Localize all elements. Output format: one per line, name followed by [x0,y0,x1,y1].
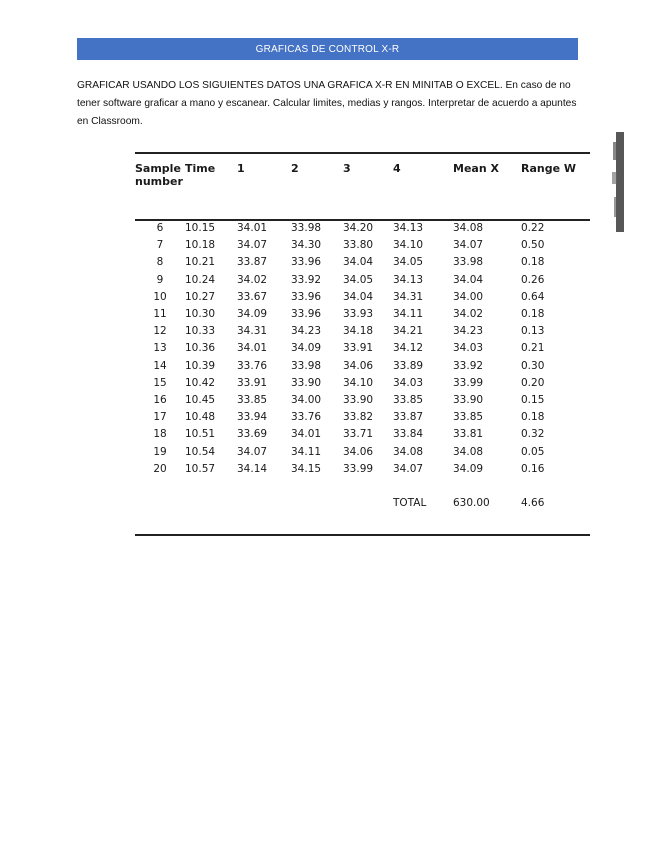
mean-cell: 33.90 [453,394,484,407]
obs-3-cell: 33.90 [343,394,374,407]
time-cell: 10.30 [185,308,216,321]
mean-cell: 34.03 [453,342,484,355]
table-row [135,444,581,461]
range-cell: 0.15 [521,394,545,407]
obs-1-cell: 34.14 [237,462,268,475]
sample-number-cell: 18 [153,428,167,441]
mean-cell: 33.85 [453,411,484,424]
sample-number-cell: 17 [153,411,167,424]
time-cell: 10.15 [185,222,216,234]
range-cell: 0.05 [521,445,545,458]
obs-1-cell: 34.02 [237,273,268,286]
obs-2-cell: 34.11 [291,445,322,458]
header-obs-4: 4 [393,162,401,175]
time-cell: 10.18 [185,239,216,252]
time-cell: 10.51 [185,428,216,441]
time-cell: 10.33 [185,325,216,338]
document-title-banner [77,38,578,60]
obs-4-cell: 34.08 [393,445,424,458]
obs-4-cell: 34.03 [393,376,424,389]
total-mean: 630.00 [453,497,490,510]
sample-number-cell: 6 [156,222,164,234]
sample-number-cell: 15 [153,376,167,389]
mean-cell: 34.02 [453,308,484,321]
time-cell: 10.45 [185,394,216,407]
sample-number-cell: 19 [153,445,167,458]
range-cell: 0.18 [521,256,545,269]
table-row [135,340,581,357]
mean-cell: 34.09 [453,462,484,475]
document-title: GRAFICAS DE CONTROL X-R [255,43,400,55]
range-cell: 0.13 [521,325,545,338]
range-cell: 0.21 [521,342,545,355]
mean-cell: 33.98 [453,256,484,269]
mean-cell: 34.00 [453,290,484,303]
obs-1-cell: 33.94 [237,411,268,424]
obs-3-cell: 34.06 [343,359,374,372]
header-obs-2: 2 [291,162,299,175]
obs-3-cell: 33.80 [343,239,374,252]
obs-1-cell: 33.69 [237,428,268,441]
range-cell: 0.30 [521,359,545,372]
time-cell: 10.48 [185,411,216,424]
range-cell: 0.50 [521,239,545,252]
obs-3-cell: 34.18 [343,325,374,338]
obs-2-cell: 33.96 [291,308,322,321]
table-header-row [135,162,581,220]
mean-cell: 34.04 [453,273,484,286]
range-cell: 0.22 [521,222,545,234]
obs-2-cell: 33.90 [291,376,322,389]
obs-3-cell: 34.20 [343,222,374,234]
table-row [135,220,581,237]
obs-4-cell: 33.89 [393,359,424,372]
obs-1-cell: 33.87 [237,256,268,269]
obs-1-cell: 34.09 [237,308,268,321]
obs-4-cell: 34.12 [393,342,424,355]
obs-2-cell: 34.01 [291,428,322,441]
table-row [135,358,581,375]
obs-3-cell: 34.04 [343,290,374,303]
obs-1-cell: 33.85 [237,394,268,407]
table-row [135,409,581,426]
obs-3-cell: 33.99 [343,462,374,475]
obs-4-cell: 34.13 [393,222,424,234]
sample-number-cell: 9 [156,273,164,286]
obs-2-cell: 33.96 [291,290,322,303]
obs-2-cell: 34.23 [291,325,322,338]
time-cell: 10.42 [185,376,216,389]
time-cell: 10.36 [185,342,216,355]
header-range: Range W [521,162,577,175]
obs-4-cell: 33.85 [393,394,424,407]
obs-3-cell: 34.06 [343,445,374,458]
range-cell: 0.20 [521,376,545,389]
obs-4-cell: 34.21 [393,325,424,338]
obs-4-cell: 34.13 [393,273,424,286]
range-cell: 0.16 [521,462,545,475]
obs-4-cell: 34.05 [393,256,424,269]
sample-number-cell: 10 [153,290,167,303]
obs-2-cell: 34.09 [291,342,322,355]
obs-3-cell: 33.91 [343,342,374,355]
table-top-rule [135,152,590,154]
obs-1-cell: 33.67 [237,290,268,303]
time-cell: 10.27 [185,290,216,303]
obs-4-cell: 33.84 [393,428,424,441]
mean-cell: 34.23 [453,325,484,338]
time-cell: 10.21 [185,256,216,269]
table-row [135,306,581,323]
obs-2-cell: 34.30 [291,239,322,252]
table-row [135,375,581,392]
total-range: 4.66 [521,497,545,510]
obs-2-cell: 33.98 [291,359,322,372]
time-cell: 10.24 [185,273,216,286]
table-row [135,289,581,306]
obs-3-cell: 33.82 [343,411,374,424]
time-cell: 10.39 [185,359,216,372]
obs-2-cell: 34.15 [291,462,322,475]
table-row [135,254,581,271]
obs-1-cell: 34.01 [237,342,268,355]
obs-1-cell: 34.01 [237,222,268,234]
obs-2-cell: 33.96 [291,256,322,269]
sample-number-cell: 8 [156,256,164,269]
table-total-row [135,495,581,512]
obs-4-cell: 34.07 [393,462,424,475]
mean-cell: 33.99 [453,376,484,389]
total-label: TOTAL [393,497,427,510]
range-cell: 0.32 [521,428,545,441]
obs-3-cell: 33.93 [343,308,374,321]
range-cell: 0.18 [521,308,545,321]
sample-number-cell: 20 [153,462,167,475]
mean-cell: 34.08 [453,222,484,234]
range-cell: 0.64 [521,290,545,303]
obs-3-cell: 34.05 [343,273,374,286]
mean-cell: 34.08 [453,445,484,458]
range-cell: 0.26 [521,273,545,286]
table-bottom-rule [135,534,590,536]
table-row [135,237,581,254]
obs-2-cell: 33.92 [291,273,322,286]
mean-cell: 34.07 [453,239,484,252]
table-row [135,272,581,289]
mean-cell: 33.92 [453,359,484,372]
scanned-data-table [125,148,585,540]
obs-2-cell: 33.76 [291,411,322,424]
obs-2-cell: 33.98 [291,222,322,234]
mean-cell: 33.81 [453,428,484,441]
instructions-paragraph: GRAFICAR USANDO LOS SIGUIENTES DATOS UNA GRAFICA X-R EN MINITAB O EXCEL. En caso de no tener software graficar a mano y escanear. Calcular limites, medias y rangos. Interpretar de acuerdo a apuntes en Classroom. [77,80,577,127]
obs-2-cell: 34.00 [291,394,322,407]
table-row [135,461,581,478]
sample-number-cell: 16 [153,394,167,407]
obs-1-cell: 33.91 [237,376,268,389]
sample-number-cell: 13 [153,342,167,355]
sample-number-cell: 12 [153,325,167,338]
table-row [135,392,581,409]
obs-3-cell: 34.10 [343,376,374,389]
obs-1-cell: 34.07 [237,445,268,458]
obs-3-cell: 33.71 [343,428,374,441]
obs-1-cell: 34.31 [237,325,268,338]
obs-4-cell: 33.87 [393,411,424,424]
header-obs-1: 1 [237,162,245,175]
obs-1-cell: 33.76 [237,359,268,372]
sample-number-cell: 11 [153,308,167,321]
time-cell: 10.54 [185,445,216,458]
time-cell: 10.57 [185,462,216,475]
measurement-table [135,162,581,512]
header-time: Time [185,162,216,175]
obs-4-cell: 34.11 [393,308,424,321]
scan-edge-artifact [610,132,626,232]
sample-number-cell: 14 [153,359,167,372]
obs-4-cell: 34.31 [393,290,424,303]
obs-1-cell: 34.07 [237,239,268,252]
table-row [135,426,581,443]
obs-4-cell: 34.10 [393,239,424,252]
header-obs-3: 3 [343,162,351,175]
header-mean: Mean X [453,162,499,175]
table-row [135,323,581,340]
header-sample-number: Sample number [135,162,183,188]
obs-3-cell: 34.04 [343,256,374,269]
range-cell: 0.18 [521,411,545,424]
sample-number-cell: 7 [156,239,164,252]
